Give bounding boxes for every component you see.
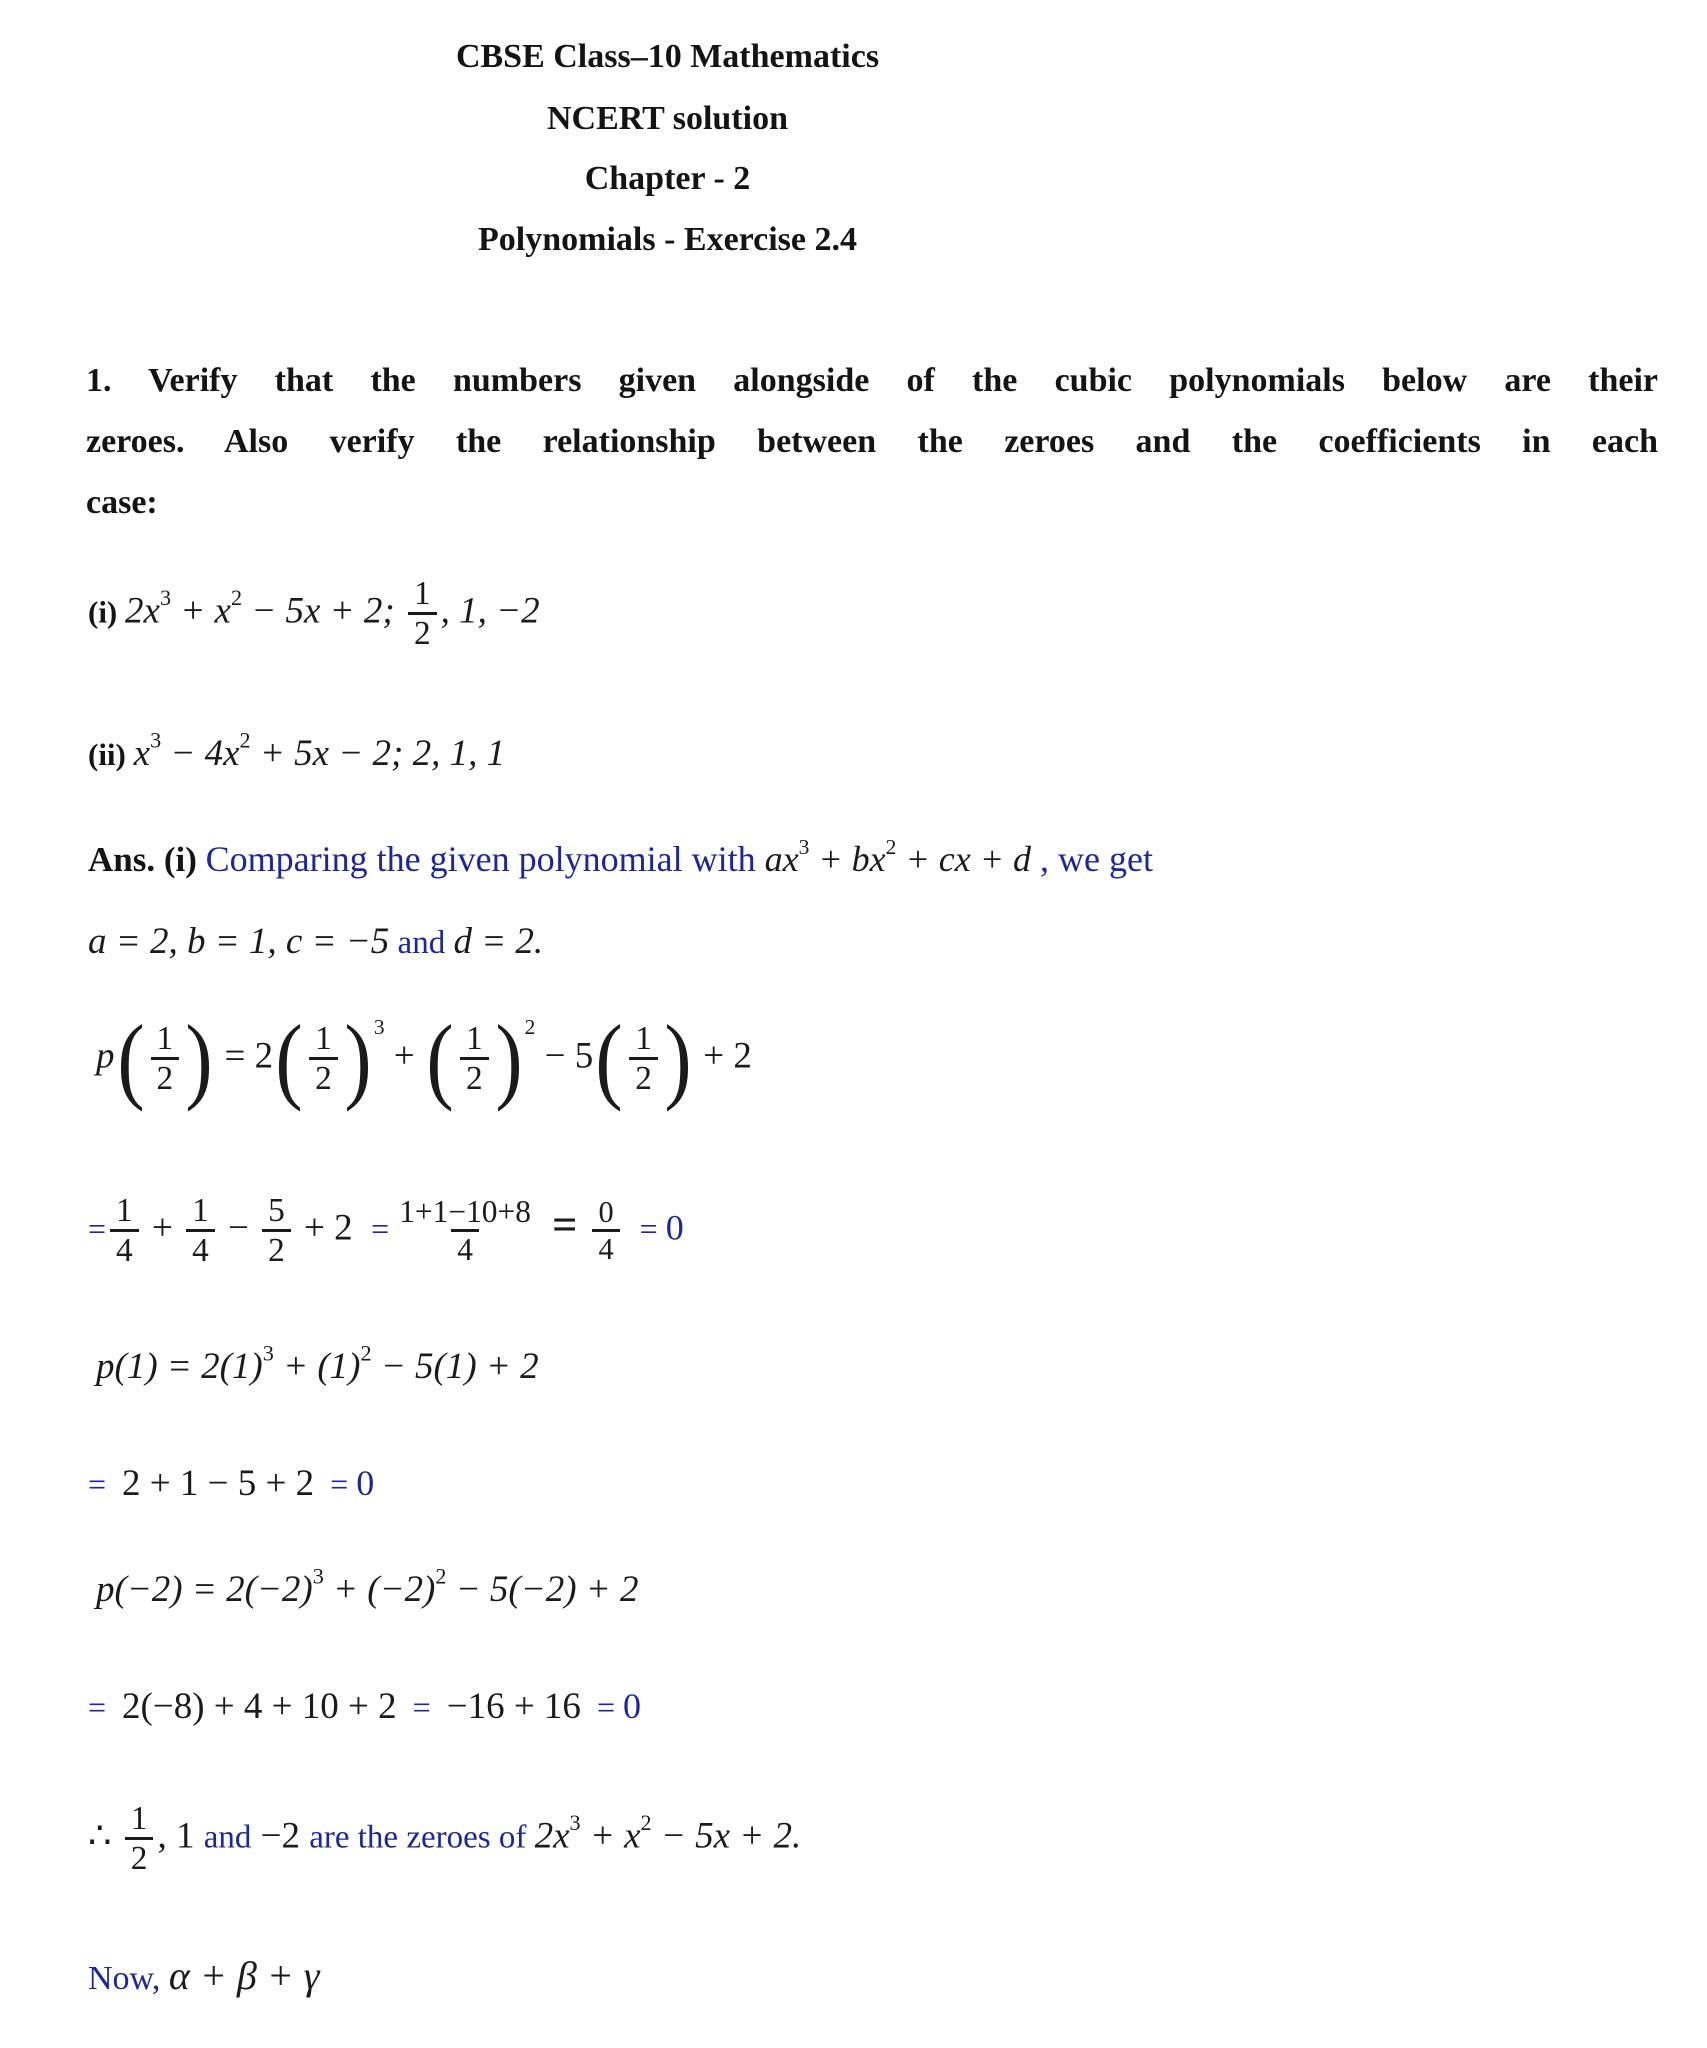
equals-sign: = — [396, 1689, 447, 1725]
header-line-3: Chapter - 2 — [584, 160, 751, 197]
fraction: $\frac{1}{2}$ — [408, 575, 437, 653]
exponent: 3 — [312, 1563, 324, 1589]
equals-sign: = — [580, 1689, 623, 1725]
item-label: (i) — [88, 594, 126, 630]
fraction: $\frac{1}{2}$ — [309, 1020, 338, 1098]
equals-sign: = — [371, 1210, 390, 1247]
result-zero: 0 — [622, 1686, 641, 1726]
p-minus-two-simplified: = 2(−8) + 4 + 10 + 2 = −16 + 16 = 0 — [88, 1686, 641, 1727]
item-label: (ii) — [88, 737, 134, 772]
question-paragraph — [86, 350, 1658, 533]
answer-label: Ans. (i) — [88, 840, 206, 879]
equals-sign: = — [88, 1466, 123, 1502]
therefore-symbol: ∴ — [88, 1815, 121, 1857]
header-line-1: CBSE Class–10 Mathematics — [455, 38, 880, 75]
p-one-simplified: = 2 + 1 − 5 + 2 = 0 — [88, 1463, 375, 1504]
result-zero: 0 — [665, 1207, 684, 1248]
coefficients-line: a = 2, b = 1, c = −5 and d = 2. — [88, 921, 544, 962]
zeroes-text: are the zeroes of — [309, 1819, 535, 1856]
header-line-4: Polynomials - Exercise 2.4 — [478, 221, 857, 258]
p-one-equation: $p(1) = 2(1)^3 + (1)^2 - 5(1) + 2$ — [96, 1340, 539, 1387]
exponent: 3 — [569, 1809, 581, 1835]
fraction: $\frac{1}{2}$ — [460, 1020, 489, 1098]
exponent: 2 — [360, 1340, 372, 1366]
conclusion-line: ∴ $\frac{1}{2}$ , 1 and −2 are the zeroes of $2x^3 + x^2 - 5x + 2$. — [88, 1800, 802, 1878]
polynomial-item-ii: (ii) $x^3 - 4x^2 + 5x - 2$; 2, 1, 1 — [88, 727, 506, 774]
exponent: 2 — [230, 584, 243, 610]
exponent: 2 — [885, 835, 897, 860]
equals-sign: = — [314, 1466, 357, 1502]
p-minus-two-equation: $p(-2) = 2(-2)^3 + (-2)^2 - 5(-2) + 2$ — [96, 1563, 639, 1610]
now-word: Now, — [88, 1960, 169, 1997]
answer-intro-line: Ans. (i) Comparing the given polynomial with $ax^3 + bx^2$ + cx + d , we get — [88, 835, 1153, 879]
exponent: 3 — [159, 584, 172, 610]
and-word: and — [203, 1819, 252, 1856]
p-half-equation: p( $\frac{1}{2}$ ) = 2( $\frac{1}{2}$ ) $^3$ + ( $\frac{1}{2}$ ) $^2$ − 5( $\frac{1}{2}$ ) + 2 — [96, 1004, 752, 1112]
equals-sign: = — [623, 1210, 666, 1247]
fraction: $\frac{1}{4}$ — [186, 1192, 215, 1270]
exponent: 2 — [435, 1563, 447, 1589]
answer-intro-tail: , we get — [1031, 839, 1153, 879]
question-line: 1. Verify that the numbers given alongside of the cubic polynomials below are their — [86, 362, 1658, 399]
question-line: zeroes. Also verify the relationship between the zeroes and the coefficients in each — [86, 423, 1658, 460]
fraction: $\frac{0}{4}$ — [592, 1195, 619, 1266]
polynomial-item-i: (i) $2x^3 + x^2 - 5x + 2$; $\frac{1}{2}$ , 1, −2 — [88, 575, 540, 653]
result-zero: 0 — [356, 1463, 375, 1503]
exponent: 3 — [798, 835, 810, 860]
exponent: 2 — [524, 1015, 536, 1040]
and-word: and — [389, 925, 454, 961]
fraction: $\frac{1+1-10+8}{4}$ — [399, 1194, 531, 1268]
exponent: 2 — [640, 1809, 652, 1835]
alpha-beta-gamma-sum: α + β + γ — [168, 1953, 320, 1998]
equals-sign: = — [540, 1199, 589, 1250]
header-line-2: NCERT solution — [547, 100, 788, 137]
fraction: $\frac{1}{2}$ — [629, 1020, 658, 1098]
exponent: 2 — [239, 727, 251, 753]
quarter-sum-equation: = $\frac{1}{4}$ + $\frac{1}{4}$ − $\frac{5}{2}$ + 2 = $\frac{1+1-10+8}{4}$ = $\frac{0}{4}$ = 0 — [88, 1192, 684, 1270]
fraction: $\frac{1}{2}$ — [151, 1020, 180, 1098]
now-alpha-beta-gamma-line — [88, 1952, 320, 1999]
exponent: 3 — [262, 1340, 274, 1366]
exponent: 3 — [373, 1015, 385, 1040]
exponent: 3 — [150, 727, 162, 753]
equals-sign: = — [88, 1210, 107, 1247]
equals-sign: = — [88, 1689, 123, 1725]
question-line: case: — [86, 484, 158, 521]
answer-intro-text: Comparing the given polynomial with — [205, 839, 765, 879]
fraction: $\frac{1}{4}$ — [110, 1192, 139, 1270]
fraction: $\frac{1}{2}$ — [125, 1800, 154, 1878]
fraction: $\frac{5}{2}$ — [262, 1192, 291, 1270]
